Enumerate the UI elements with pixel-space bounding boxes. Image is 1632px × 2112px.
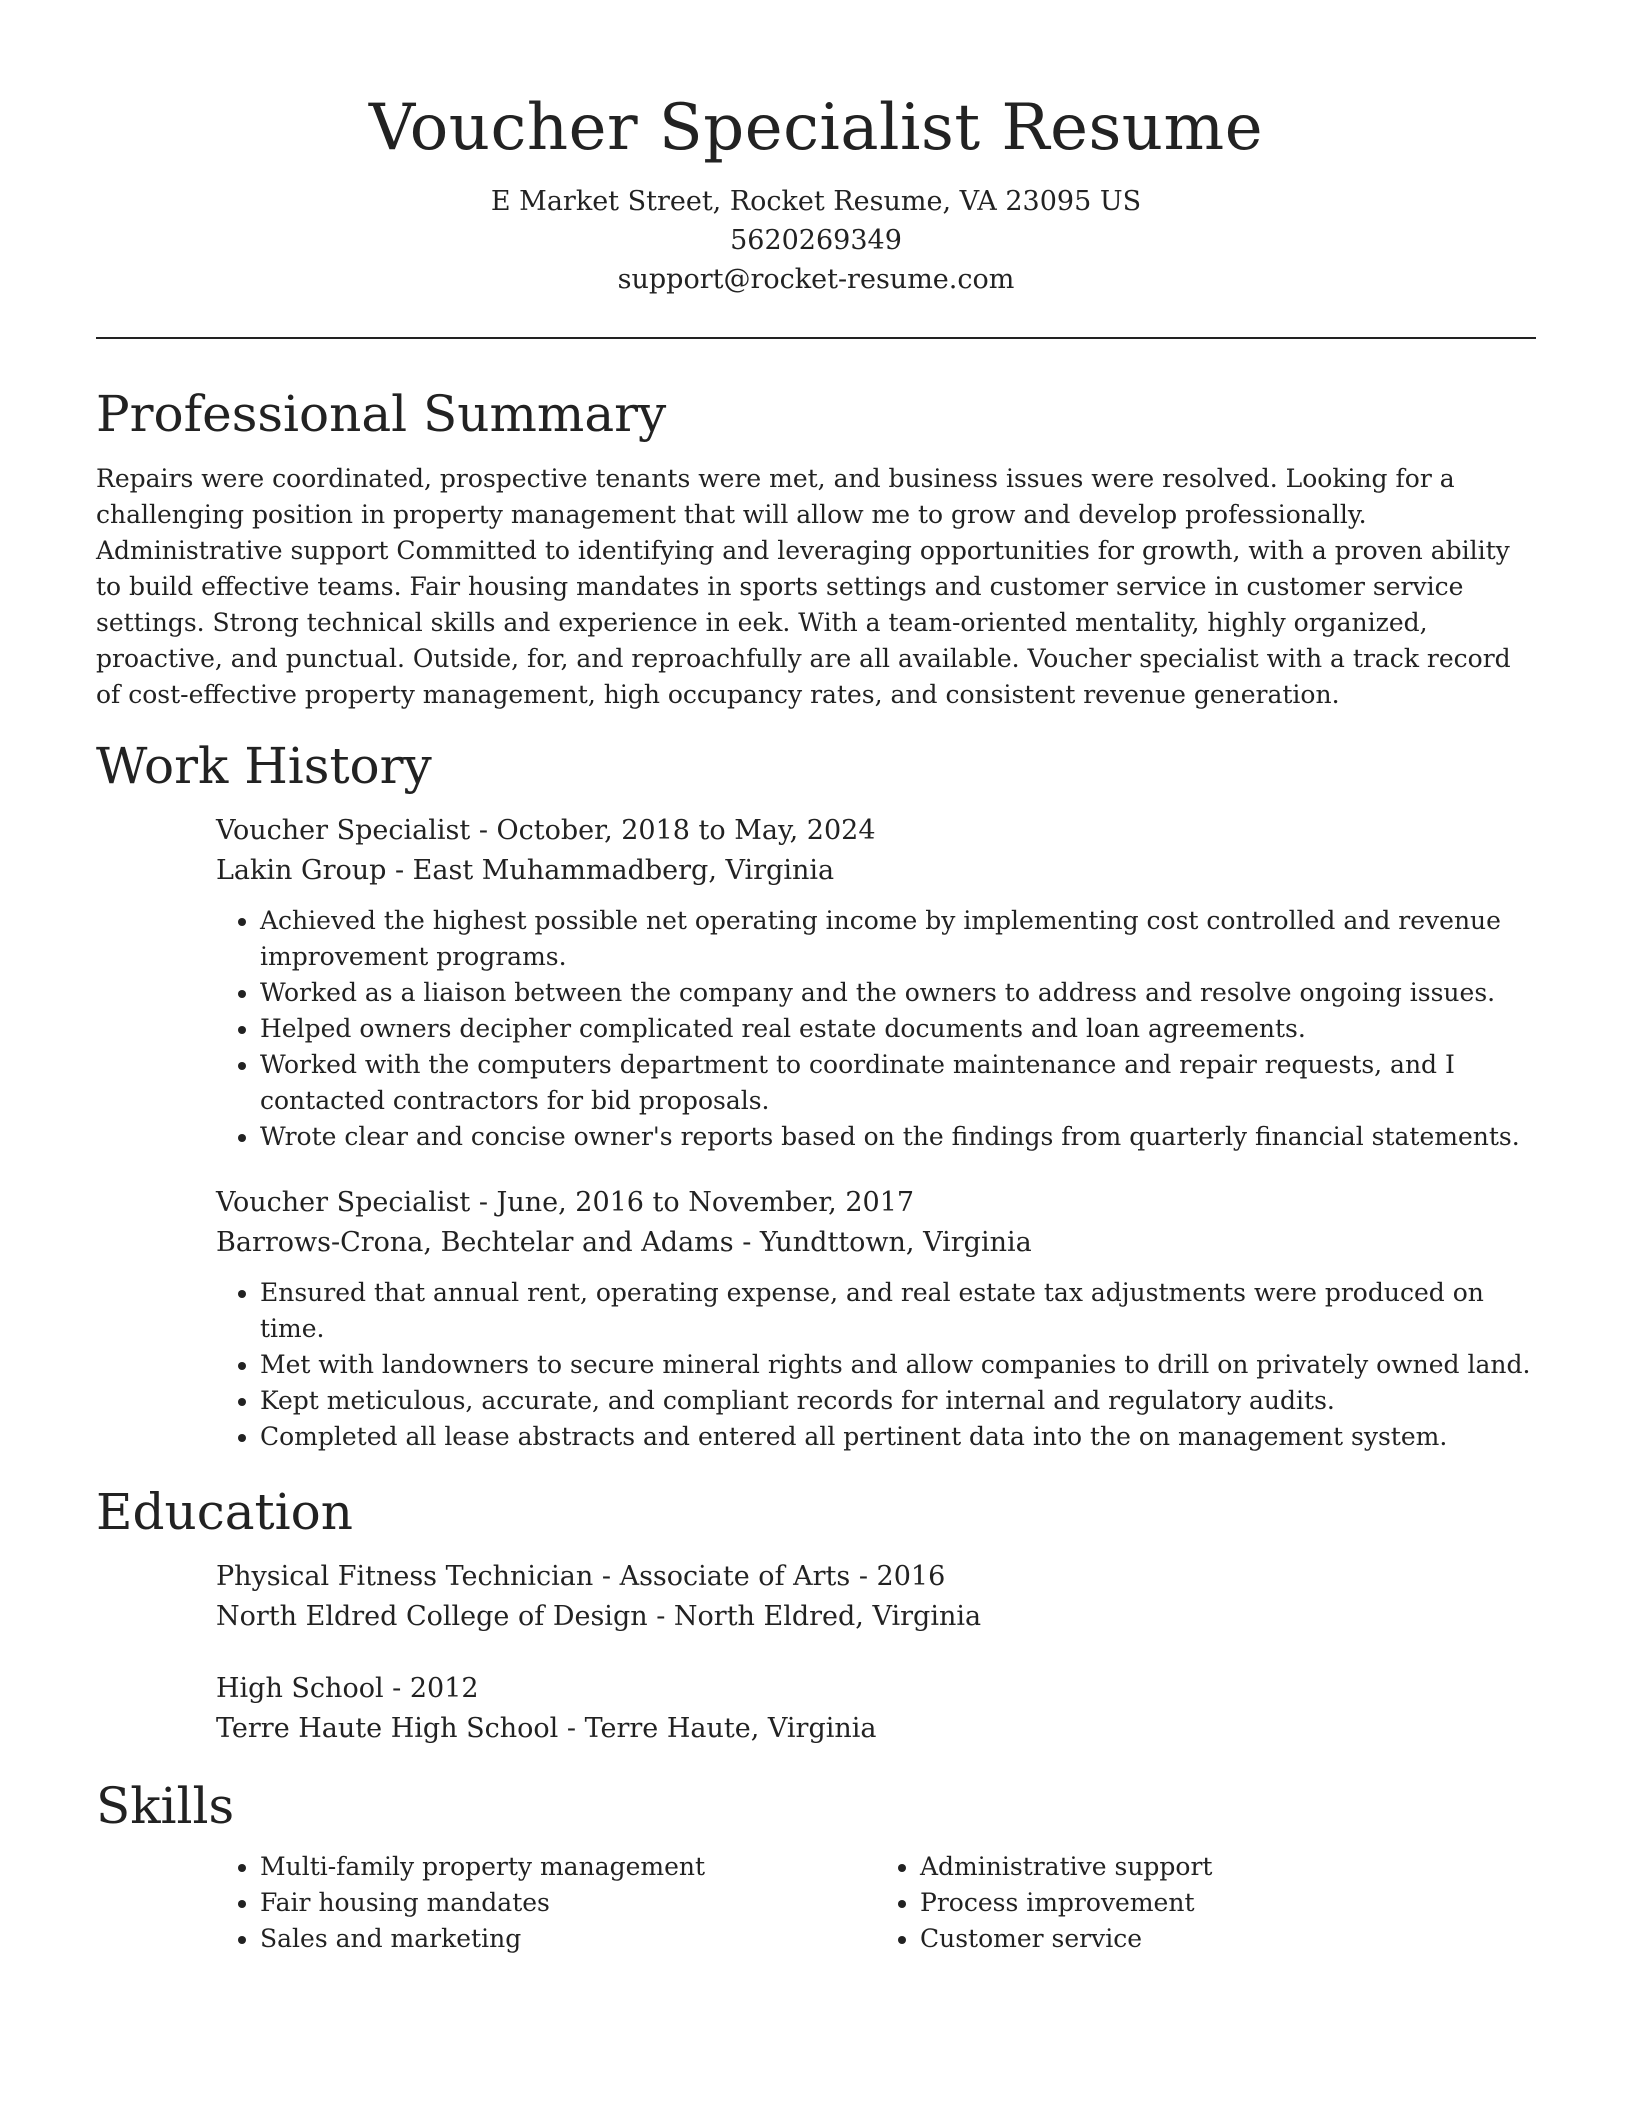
resume-header [96,0,1536,299]
job-bullets [216,1275,1536,1455]
skills-heading: Skills [96,1777,235,1835]
education-section [96,1477,1536,1749]
education-entry [216,1669,1536,1749]
header-divider [96,337,1536,339]
skill-item: • Fair housing mandates [260,1885,876,1921]
job-title-line: Voucher Specialist - June, 2016 to November, 2017 [216,1187,915,1218]
summary-heading: Professional Summary [96,385,667,443]
job-bullet: • Achieved the highest possible net operating income by implementing cost controlled and revenue improvement programs. [260,903,1536,975]
summary-section [96,379,1536,713]
skills-grid [216,1849,1536,1957]
contact-email[interactable]: support@rocket-resume.com [617,264,1015,295]
job-bullet: • Worked as a liaison between the company and the owners to address and resolve ongoing issues. [260,975,1536,1011]
job-company-line: Barrows-Crona, Bechtelar and Adams - Yundttown, Virginia [216,1227,1032,1258]
skill-item: • Sales and marketing [260,1921,876,1957]
skill-item: • Customer service [920,1921,1536,1957]
job-title-line: Voucher Specialist - October, 2018 to May, 2024 [216,815,876,846]
job-entry [216,811,1536,1155]
resume-page [96,0,1536,1957]
job-bullet: • Helped owners decipher complicated real estate documents and loan agreements. [260,1011,1536,1047]
job-bullet: • Ensured that annual rent, operating expense, and real estate tax adjustments were produced on time. [260,1275,1536,1347]
education-degree-line: Physical Fitness Technician - Associate of Arts - 2016 [216,1561,946,1592]
job-company-line: Lakin Group - East Muhammadberg, Virginia [216,855,835,886]
resume-title: Voucher Specialist Resume [368,91,1264,165]
job-bullet: • Kept meticulous, accurate, and compliant records for internal and regulatory audits. [260,1383,1536,1419]
job-entry [216,1183,1536,1455]
contact-phone: 5620269349 [730,225,902,256]
contact-address: E Market Street, Rocket Resume, VA 23095 US [490,186,1142,217]
work-heading: Work History [96,737,432,795]
skill-item: • Administrative support [920,1849,1536,1885]
skills-list-left [216,1849,876,1957]
job-bullet: • Worked with the computers department to coordinate maintenance and repair requests, and I contacted contractors for bid proposals. [260,1047,1536,1119]
job-bullet: • Wrote clear and concise owner's reports based on the findings from quarterly financial statements. [260,1119,1536,1155]
skills-section [96,1771,1536,1957]
skills-list-right [876,1849,1536,1957]
work-section [96,731,1536,1455]
education-school-line: North Eldred College of Design - North Eldred, Virginia [216,1601,982,1632]
job-bullet: • Met with landowners to secure mineral rights and allow companies to drill on privately owned land. [260,1347,1536,1383]
summary-text: Repairs were coordinated, prospective tenants were met, and business issues were resolved. Looking for a challenging position in property management that will allow me to grow and develop professionally. Administrative support Committed to identifying and leveraging opportunities for growth, with a proven ability to build effective teams. Fair housing mandates in sports settings and customer service in customer service settings. Strong technical skills and experience in eek. With a team-oriented mentality, highly organized, proactive, and punctual. Outside, for, and reproachfully are all available. Voucher specialist with a track record of cost-effective property management, high occupancy rates, and consistent revenue generation. [96,464,1511,709]
education-school-line: Terre Haute High School - Terre Haute, Virginia [216,1713,877,1744]
education-degree-line: High School - 2012 [216,1673,479,1704]
job-bullets [216,903,1536,1155]
skill-item: • Process improvement [920,1885,1536,1921]
contact-block [96,182,1536,299]
skill-item: • Multi-family property management [260,1849,876,1885]
job-bullet: • Completed all lease abstracts and entered all pertinent data into the on management system. [260,1419,1536,1455]
education-heading: Education [96,1483,353,1541]
education-entry [216,1557,1536,1637]
